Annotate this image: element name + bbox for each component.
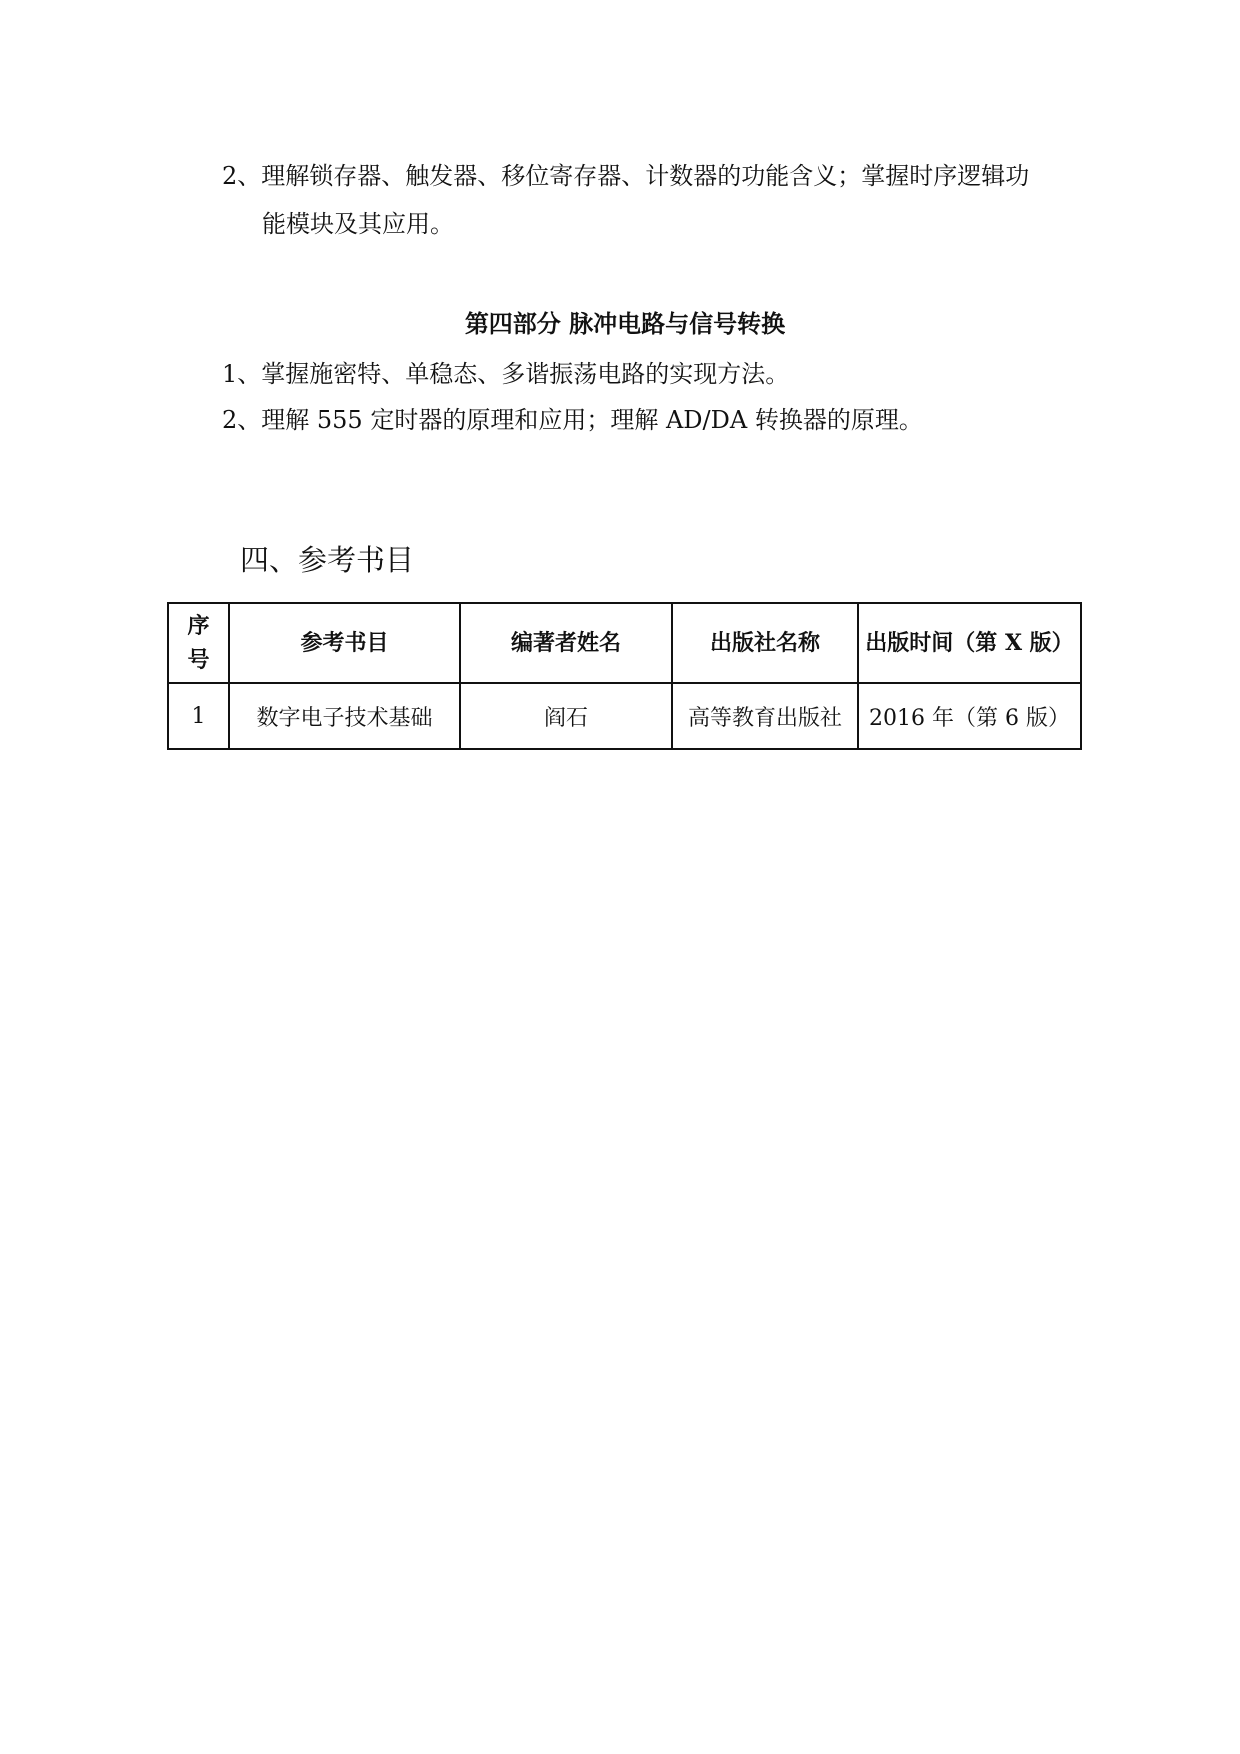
list-item-line-continuation: 能模块及其应用。: [262, 210, 454, 238]
header-index: [168, 603, 229, 683]
list-item: 2、理解 555 定时器的原理和应用；理解 AD/DA 转换器的原理。: [222, 406, 923, 434]
cell-publisher: 高等教育出版社: [672, 683, 858, 749]
cell-index: 1: [168, 683, 229, 749]
header-index-line2: 号: [187, 647, 210, 673]
cell-title: 数字电子技术基础: [229, 683, 460, 749]
cell-author: 阎石: [460, 683, 672, 749]
part-four-heading: 第四部分 脉冲电路与信号转换: [464, 309, 786, 338]
list-item: 1、掌握施密特、单稳态、多谐振荡电路的实现方法。: [222, 360, 790, 388]
cell-edition: 2016 年（第 6 版）: [858, 683, 1081, 749]
list-item-line: 2、理解锁存器、触发器、移位寄存器、计数器的功能含义；掌握时序逻辑功: [222, 162, 1030, 190]
header-title: 参考书目: [229, 603, 460, 683]
header-publisher: 出版社名称: [672, 603, 858, 683]
header-edition: 出版时间（第 X 版）: [858, 603, 1081, 683]
header-index-line1: 序: [187, 613, 210, 639]
header-author: 编著者姓名: [460, 603, 672, 683]
reference-table: [167, 602, 1082, 750]
section-heading-references: 四、参考书目: [240, 543, 415, 577]
table-header-row: [168, 603, 1081, 683]
table-row: [168, 683, 1081, 749]
